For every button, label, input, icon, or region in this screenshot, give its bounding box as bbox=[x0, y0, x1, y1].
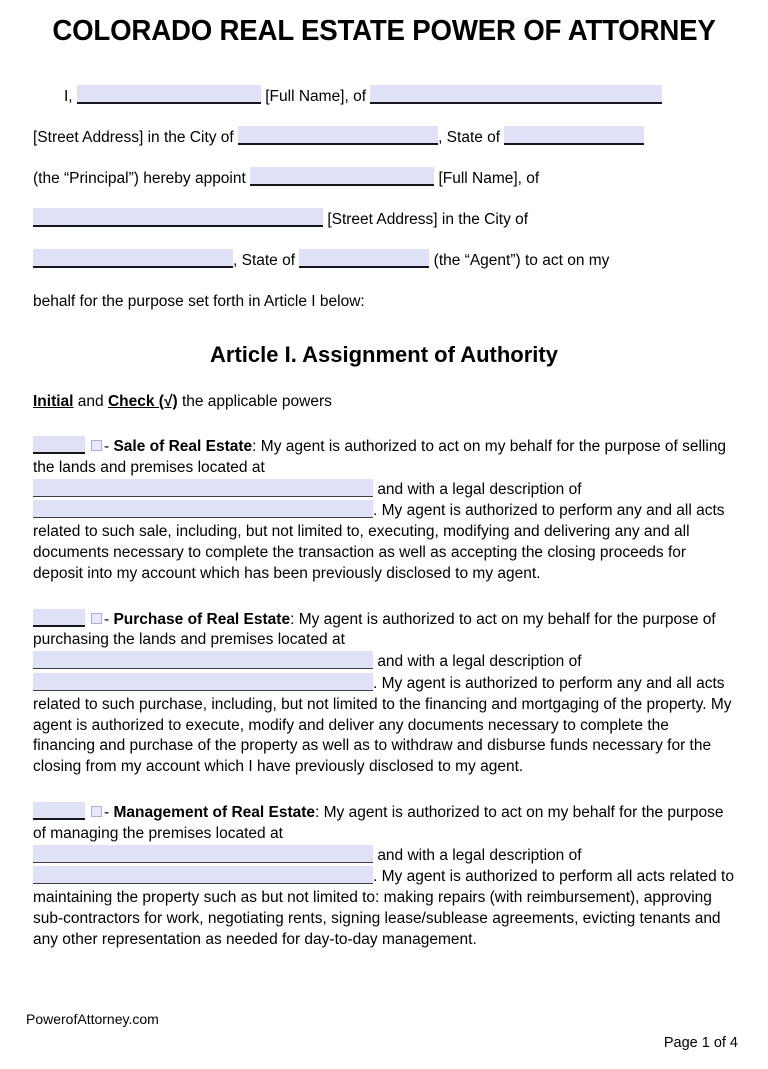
clause-intro-purchase: My agent is authorized to act on my behalf for the purpose of purchasing the lands and premises located at bbox=[33, 610, 716, 649]
intro-line-4-middle: [Street Address] in the City of bbox=[327, 211, 529, 229]
page-footer bbox=[0, 989, 768, 1069]
premises-location-field-purchase[interactable] bbox=[33, 651, 373, 669]
legal-description-field-sale[interactable] bbox=[33, 500, 373, 518]
clause-intro-management: My agent is authorized to act on my behalf for the purpose of managing the premises located at bbox=[33, 803, 724, 842]
instruction-tail: the applicable powers bbox=[177, 392, 332, 410]
footer-page-number: Page 1 of 4 bbox=[663, 1035, 738, 1051]
intro-line-3-prefix: (the “Principal”) hereby appoint bbox=[33, 170, 246, 188]
clause-title-sale: Sale of Real Estate bbox=[113, 438, 253, 456]
clause-body bbox=[33, 436, 735, 585]
intro-line-1 bbox=[33, 76, 735, 117]
intro-line-5 bbox=[33, 240, 735, 281]
initial-blank-management[interactable] bbox=[33, 802, 85, 820]
page-title: COLORADO REAL ESTATE POWER OF ATTORNEY bbox=[52, 15, 716, 47]
agent-city-field[interactable] bbox=[33, 249, 233, 268]
intro-paragraph bbox=[33, 76, 735, 322]
intro-line-1-middle: [Full Name], of bbox=[265, 88, 367, 106]
agent-street-address-field[interactable] bbox=[33, 208, 323, 227]
intro-line-1-prefix: I, bbox=[64, 88, 73, 106]
clause-colon-purchase: : bbox=[290, 610, 295, 628]
principal-state-field[interactable] bbox=[504, 126, 644, 145]
principal-street-address-field[interactable] bbox=[370, 85, 662, 104]
clause-colon-management: : bbox=[315, 803, 320, 821]
clause-tail-purchase: . My agent is authorized to perform any and all acts related to such purchase, including, but not limited to the financing and mortgaging of the property. My agent is authorized to execute, modify and deliver any documents necessary to complete the financing and purchase of the property as well as to withdraw and disburse funds necessary for the closing from my account which I have previously disclosed to my agent. bbox=[33, 674, 732, 776]
agent-full-name-field[interactable] bbox=[250, 167, 434, 186]
principal-city-field[interactable] bbox=[238, 126, 438, 145]
article-heading: Article I. Assignment of Authority bbox=[210, 342, 558, 368]
clause-mid-purchase: and with a legal description of bbox=[377, 653, 582, 671]
clause-colon-sale: : bbox=[252, 438, 257, 456]
clause-mid-management: and with a legal description of bbox=[377, 846, 582, 864]
agent-state-field[interactable] bbox=[299, 249, 429, 268]
clause-intro-sale: My agent is authorized to act on my behalf for the purpose of selling the lands and premises located at bbox=[33, 438, 727, 476]
clause-dash-sale: - bbox=[104, 438, 114, 456]
clause-title-purchase: Purchase of Real Estate bbox=[113, 610, 291, 628]
clause-body bbox=[33, 609, 735, 778]
premises-location-field-management[interactable] bbox=[33, 845, 373, 863]
instruction-and-word: and bbox=[73, 392, 108, 410]
clause-tail-management: . My agent is authorized to perform all acts related to maintaining the property such as but not limited to: making repairs (with reimbursement), approving sub-contractors for work, negotiating rents, signing lease/sublease agreements, evicting tenants and any other representation as needed for day-to-day management. bbox=[33, 868, 734, 948]
footer-brand: PowerofAttorney.com bbox=[26, 1011, 159, 1027]
clause-title-management: Management of Real Estate bbox=[113, 803, 316, 821]
legal-description-field-management[interactable] bbox=[33, 866, 373, 884]
intro-line-2-prefix: [Street Address] in the City of bbox=[33, 129, 234, 147]
instruction-check-word: Check (√) bbox=[107, 392, 178, 410]
clause-tail-sale: . My agent is authorized to perform any and all acts related to such sale, including, but not limited to, executing, modifying and delivering any and all documents necessary to complete the transaction as well as accepting the closing proceeds for deposit into my account which has been previously disclosed to my agent. bbox=[33, 502, 725, 582]
checkbox-purchase[interactable] bbox=[91, 613, 102, 624]
intro-line-5-suffix: (the “Agent”) to act on my bbox=[433, 252, 610, 270]
principal-full-name-field[interactable] bbox=[77, 85, 261, 104]
intro-line-6: behalf for the purpose set forth in Article I below: bbox=[33, 293, 365, 311]
initial-blank-purchase[interactable] bbox=[33, 609, 85, 627]
intro-line-4 bbox=[33, 199, 735, 240]
checkbox-sale[interactable] bbox=[91, 440, 102, 451]
power-clause-management-of-real-estate bbox=[33, 802, 735, 951]
intro-line-3 bbox=[33, 158, 735, 199]
intro-line-2 bbox=[33, 117, 735, 158]
clause-dash-purchase: - bbox=[104, 610, 114, 628]
initial-blank-sale[interactable] bbox=[33, 436, 85, 454]
power-clause-purchase-of-real-estate bbox=[33, 609, 735, 778]
power-clause-sale-of-real-estate bbox=[33, 436, 735, 585]
initial-and-check-instruction bbox=[33, 392, 735, 412]
premises-location-field-sale[interactable] bbox=[33, 479, 373, 497]
legal-description-field-purchase[interactable] bbox=[33, 673, 373, 691]
clause-body bbox=[33, 802, 735, 951]
intro-line-2-middle: , State of bbox=[438, 129, 501, 147]
instruction-initial-word: Initial bbox=[33, 392, 74, 410]
checkbox-management[interactable] bbox=[91, 806, 102, 817]
intro-line-5-middle: , State of bbox=[233, 252, 296, 270]
clause-dash-management: - bbox=[104, 803, 114, 821]
intro-line-3-middle: [Full Name], of bbox=[438, 170, 540, 188]
clause-mid-sale: and with a legal description of bbox=[377, 480, 582, 498]
